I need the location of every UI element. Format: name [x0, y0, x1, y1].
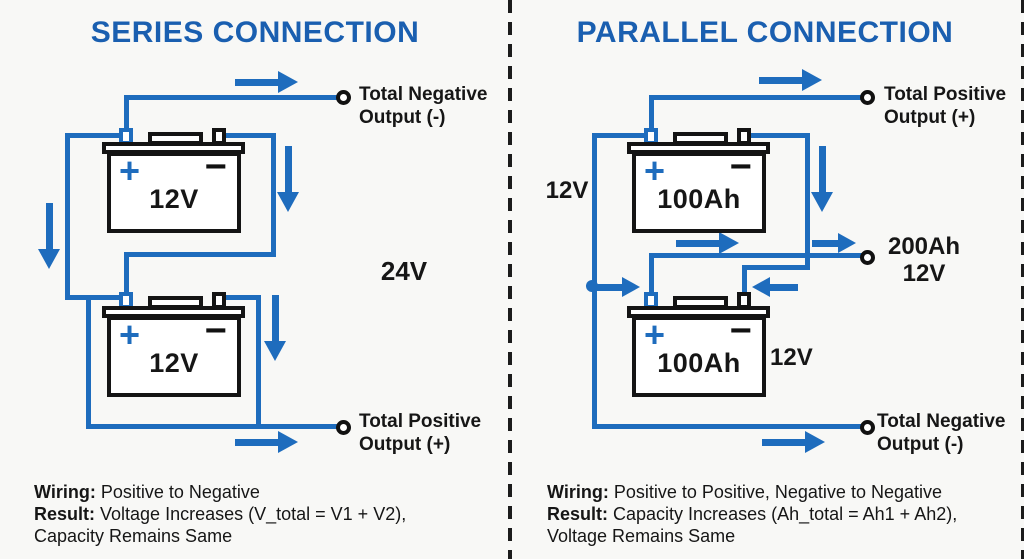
parallel-battery-1	[627, 128, 770, 234]
series-battery-2	[102, 292, 245, 398]
wire-segment	[124, 252, 129, 297]
wire-segment	[256, 295, 261, 429]
output-terminal-icon	[336, 420, 351, 435]
battery-value: 100Ah	[657, 348, 741, 378]
wire-segment	[65, 133, 70, 300]
minus-icon: −	[204, 310, 227, 352]
minus-icon: −	[729, 146, 752, 188]
parallel-output-positive-label: Total Positive Output (+)	[884, 84, 1007, 128]
parallel-bank-voltage: 12V	[545, 177, 589, 204]
flow-arrow-right-icon	[759, 69, 822, 91]
series-total-voltage: 24V	[380, 256, 428, 286]
battery-value: 12V	[149, 348, 199, 378]
parallel-battery2-voltage: 12V	[770, 344, 813, 371]
wire-segment	[124, 95, 343, 100]
series-title: SERIES CONNECTION	[90, 16, 420, 49]
flow-arrow-right-icon	[762, 431, 825, 453]
series-notes: Wiring: Positive to Negative Result: Voltage Increases (V_total = V1 + V2), Capacity Remains Same	[34, 482, 407, 546]
parallel-notes: Wiring: Positive to Positive, Negative to Negative Result: Capacity Increases (Ah_total = Ah1 + Ah2), Voltage Remains Same	[547, 482, 958, 546]
flow-arrow-right-icon	[235, 431, 298, 453]
wire-segment	[805, 133, 810, 270]
flow-arrow-down-icon	[264, 295, 286, 361]
flow-arrow-down-icon	[38, 203, 60, 269]
battery-body	[107, 310, 241, 397]
wire-segment	[271, 133, 276, 257]
wire-segment	[592, 424, 862, 429]
wire-segment	[124, 252, 276, 257]
battery-value: 12V	[149, 184, 199, 214]
flow-arrow-down-icon	[277, 146, 299, 212]
output-terminal-icon	[860, 90, 875, 105]
parallel-output-negative-label: Total Negative Output (-)	[877, 411, 1006, 455]
series-output-positive-label: Total Positive Output (+)	[359, 411, 482, 455]
wire-segment	[742, 265, 810, 270]
parallel-battery-2	[627, 292, 770, 398]
flow-arrow-right-icon	[812, 233, 856, 253]
minus-icon: −	[204, 146, 227, 188]
plus-icon: +	[119, 314, 141, 355]
flow-arrow-down-icon	[811, 146, 833, 212]
output-terminal-icon	[860, 250, 875, 265]
series-battery-1	[102, 128, 245, 234]
parallel-combined-output: 200Ah 12V	[887, 233, 961, 287]
battery-body	[107, 146, 241, 233]
parallel-title: PARALLEL CONNECTION	[576, 16, 954, 49]
plus-icon: +	[119, 150, 141, 191]
output-terminal-icon	[860, 420, 875, 435]
wire-segment	[86, 424, 338, 429]
flow-arrow-right-icon	[676, 232, 739, 254]
battery-value: 100Ah	[657, 184, 741, 214]
flow-arrow-right-icon	[235, 71, 298, 93]
plus-icon: +	[644, 314, 666, 355]
battery-body	[632, 146, 766, 233]
panel-divider	[508, 0, 512, 559]
minus-icon: −	[729, 310, 752, 352]
series-output-negative-label: Total Negative Output (-)	[359, 84, 488, 128]
wire-segment	[649, 253, 654, 295]
wire-segment	[86, 295, 91, 429]
plus-icon: +	[644, 150, 666, 191]
wire-segment	[649, 95, 862, 100]
output-terminal-icon	[336, 90, 351, 105]
battery-body	[632, 310, 766, 397]
